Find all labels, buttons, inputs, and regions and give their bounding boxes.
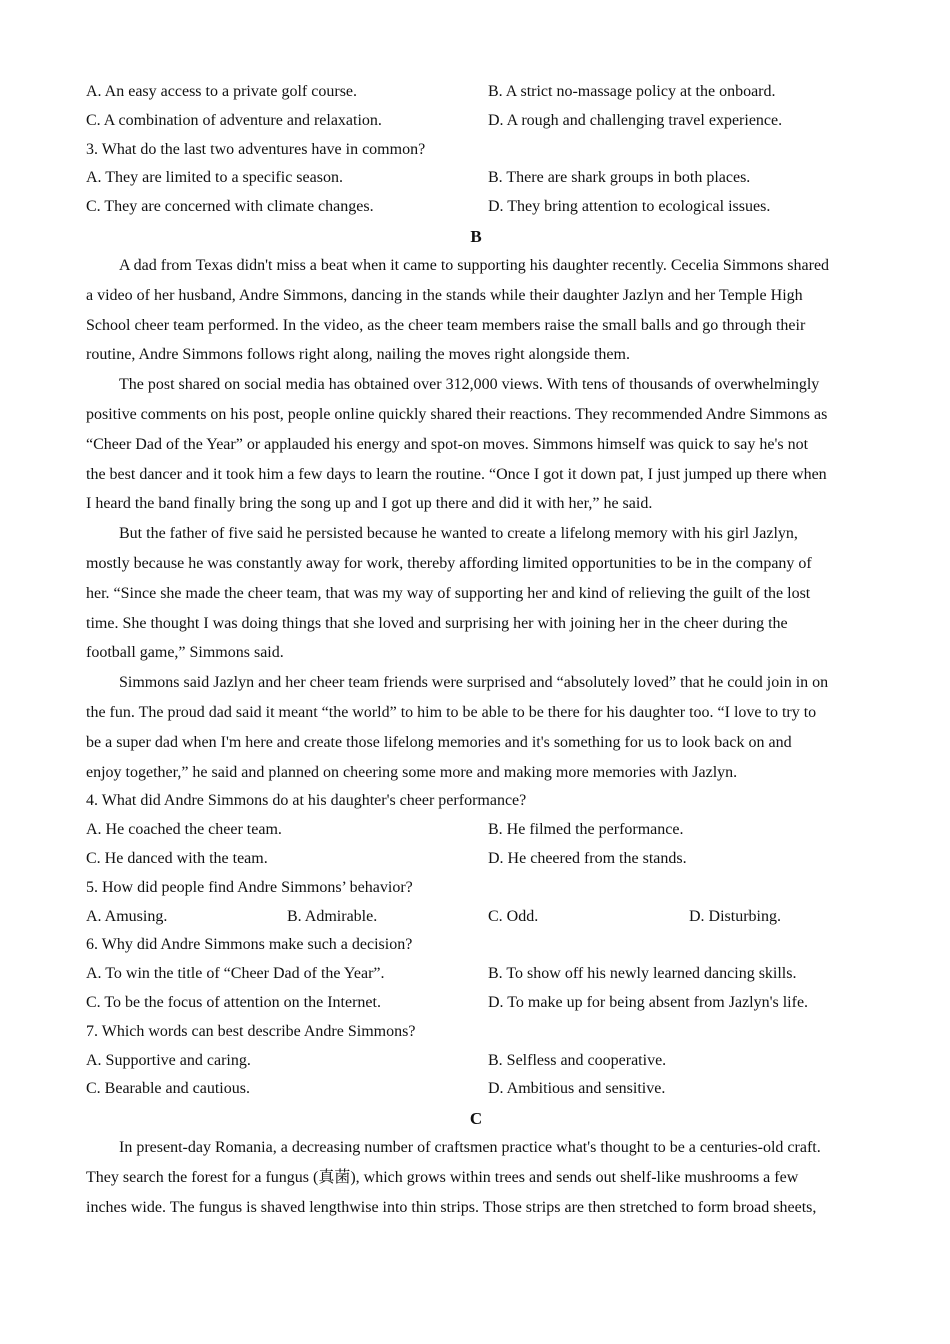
question-text: 6. Why did Andre Simmons make such a decision?	[86, 936, 413, 954]
paragraph-line: “Cheer Dad of the Year” or applauded his energy and spot-on moves. Simmons himself was quick to say he's not	[86, 435, 809, 453]
paragraph-line: be a super dad when I'm here and create those lifelong memories and it's something for us to look back on and	[86, 733, 792, 751]
answer-option: C. To be the focus of attention on the Internet.	[86, 993, 381, 1011]
paragraph-line: a video of her husband, Andre Simmons, dancing in the stands while their daughter Jazlyn and her Temple High	[86, 286, 803, 304]
answer-option: D. Ambitious and sensitive.	[488, 1080, 666, 1098]
paragraph-line: the best dancer and it took him a few days to learn the routine. “Once I got it down pat, I just jumped up there when	[86, 465, 827, 483]
paragraph-line: Simmons said Jazlyn and her cheer team friends were surprised and “absolutely loved” that he could join in on	[119, 674, 829, 692]
paragraph-line: I heard the band finally bring the song up and I got up there and did it with her,” he said.	[86, 495, 653, 513]
answer-options-row	[86, 903, 866, 932]
paragraph	[86, 251, 866, 370]
question-text: 5. How did people find Andre Simmons’ behavior?	[86, 878, 413, 896]
answer-option: B. A strict no-massage policy at the onboard.	[488, 83, 776, 100]
answer-option: D. Disturbing.	[689, 907, 781, 925]
paragraph	[86, 668, 866, 787]
answer-option: C. Odd.	[488, 907, 539, 925]
paragraph-line: The post shared on social media has obtained over 312,000 views. With tens of thousands of overwhelmingly	[119, 376, 820, 394]
answer-option: D. He cheered from the stands.	[488, 849, 687, 867]
answer-option: B. Admirable.	[287, 907, 378, 925]
answer-option: C. He danced with the team.	[86, 849, 268, 867]
answer-option: A. Amusing.	[86, 907, 168, 925]
answer-option: C. Bearable and cautious.	[86, 1080, 250, 1098]
answer-option: C. A combination of adventure and relaxation.	[86, 111, 382, 129]
paragraph-line: But the father of five said he persisted because he wanted to create a lifelong memory with his girl Jazlyn,	[119, 525, 798, 543]
paragraph-line: inches wide. The fungus is shaved lengthwise into thin strips. Those strips are then stretched to form broad sheets,	[86, 1198, 817, 1216]
paragraph-line: positive comments on his post, people online quickly shared their reactions. They recommended Andre Simmons as	[86, 405, 828, 423]
paragraph-line: They search the forest for a fungus (真菌), which grows within trees and sends out shelf-like mushrooms a few	[86, 1168, 799, 1186]
answer-option: B. Selfless and cooperative.	[488, 1051, 667, 1069]
answer-option: C. They are concerned with climate changes.	[86, 198, 374, 216]
answer-option: B. To show off his newly learned dancing skills.	[488, 965, 797, 983]
section-heading: C	[469, 1109, 483, 1129]
answer-option: D. To make up for being absent from Jazlyn's life.	[488, 993, 809, 1011]
paragraph-line: her. “Since she made the cheer team, that was my way of supporting her and kind of relieving the guilt of the lost	[86, 584, 811, 602]
answer-option: A. He coached the cheer team.	[86, 821, 282, 839]
answer-option: A. An easy access to a private golf course.	[86, 83, 358, 100]
paragraph-line: In present-day Romania, a decreasing number of craftsmen practice what's thought to be a centuries-old craft.	[119, 1139, 821, 1157]
paragraph-line: enjoy together,” he said and planned on cheering some more and making more memories with Jazlyn.	[86, 763, 738, 781]
answer-option: D. They bring attention to ecological issues.	[488, 198, 771, 216]
answer-options-row	[86, 1075, 866, 1104]
section-heading: B	[470, 226, 482, 246]
paragraph-line: time. She thought I was doing things that she loved and surprising her with joining her in the cheer during the	[86, 614, 788, 632]
answer-options-row	[86, 960, 866, 989]
answer-options-row	[86, 816, 866, 845]
document-page	[86, 78, 866, 1222]
answer-options-row	[86, 989, 866, 1018]
paragraph-line: football game,” Simmons said.	[86, 644, 284, 662]
answer-option: B. There are shark groups in both places.	[488, 169, 751, 187]
paragraph	[86, 519, 866, 668]
paragraph-line: mostly because he was constantly away for work, thereby affording limited opportunities to be in the company of	[86, 554, 812, 572]
answer-option: D. A rough and challenging travel experience.	[488, 111, 783, 129]
answer-option: B. He filmed the performance.	[488, 821, 684, 839]
answer-options-row	[86, 845, 866, 874]
answer-option: A. They are limited to a specific season.	[86, 169, 343, 187]
paragraph-line: School cheer team performed. In the video, as the cheer team members raise the small balls and go through their	[86, 316, 806, 334]
answer-options-row	[86, 78, 866, 107]
answer-options-row	[86, 164, 866, 193]
paragraph-line: the fun. The proud dad said it meant “the world” to him to be able to be there for his daughter too. “I love to try to	[86, 703, 817, 721]
answer-options-row	[86, 107, 866, 136]
answer-option: A. To win the title of “Cheer Dad of the Year”.	[86, 965, 385, 983]
answer-option: A. Supportive and caring.	[86, 1051, 251, 1069]
answer-options-row	[86, 1047, 866, 1076]
question-text: 4. What did Andre Simmons do at his daughter's cheer performance?	[86, 792, 527, 810]
paragraph	[86, 1133, 866, 1222]
paragraph-line: routine, Andre Simmons follows right along, nailing the moves right alongside them.	[86, 346, 630, 364]
answer-options-row	[86, 193, 866, 222]
question-text: 3. What do the last two adventures have in common?	[86, 140, 426, 158]
paragraph-line: A dad from Texas didn't miss a beat when it came to supporting his daughter recently. Cecelia Simmons shared	[119, 256, 830, 274]
question-text: 7. Which words can best describe Andre Simmons?	[86, 1022, 416, 1040]
paragraph	[86, 370, 866, 519]
